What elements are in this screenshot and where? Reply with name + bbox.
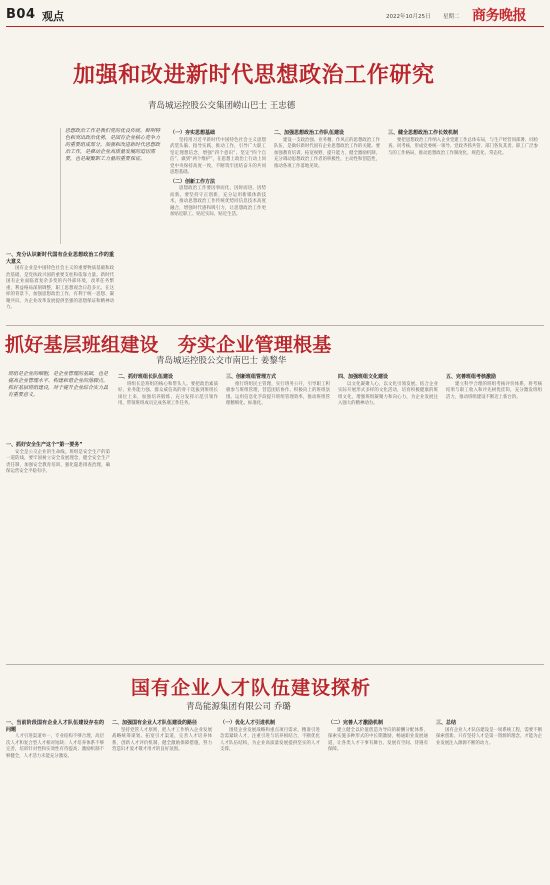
article-1-column-2 xyxy=(170,128,266,322)
article-1-subhead-4: 二、加强思想政治工作队伍建设 xyxy=(274,130,345,136)
article-3-paragraph-1: 人才引进渠道单一，专业结构不够合理，高层次人才和复合型人才相对短缺；人才培养体系不够完善，培训针对性和实效性有待提高；激励机制不够健全，人才活力未能充分激发。 xyxy=(6,734,104,759)
article-1-paragraph-5: 要把思想政治工作纳入企业党建工作总体布局，与生产经营同部署、同检查、同考核，形成党委统一领导、党政齐抓共管、部门各负其责、职工广泛参与的工作格局，推动思想政治工作制度化、规范化、常态化。 xyxy=(388,137,538,156)
article-2-paragraph-5: 建立科学合理的班组考核评价体系，将考核结果与职工收入和评先树优挂钩，充分激发班组活力，推动班组建设不断迈上新台阶。 xyxy=(446,381,542,400)
article-3-column-3 xyxy=(220,718,320,880)
article-2-paragraph-2: 班组长是班组的核心和带头人。要把政治素质好、业务能力强、群众威信高的骨干选拔到班组长岗位上来，加强培养锻炼，充分发挥示范引领作用，带领班组成员完成各项工作任务。 xyxy=(118,381,218,406)
issue-date: 2022年10月25日 xyxy=(386,14,431,20)
article-3-paragraph-4: 建立健全以价值创造为导向的薪酬分配体系，探索实施多种形式的中长期激励，畅通职业发展通道，让各类人才干事有舞台、发展有空间、待遇有保障。 xyxy=(328,727,428,752)
article-1-paragraph-4: 建设一支政治强、业务精、作风正的思想政治工作队伍，是做好新时代国有企业思想政治工作的关键。要加强教育培训，拓宽视野，提升能力，健全激励机制，充分调动思想政治工作者的积极性、主动性和创造性，推动各项工作落地见效。 xyxy=(274,137,380,169)
newspaper-logo: 商务晚报 xyxy=(472,8,526,24)
article-2-column-1 xyxy=(6,440,110,660)
article-1-column-1 xyxy=(6,250,114,322)
page-number: B04 xyxy=(6,7,36,22)
article-2-column-4 xyxy=(338,372,438,660)
article-3-subhead-3: （一）优化人才引进机制 xyxy=(220,720,276,726)
article-3-subhead-2: 二、加强国有企业人才队伍建设的路径 xyxy=(112,720,198,726)
article-3-title: 国有企业人才队伍建设探析 xyxy=(131,677,372,699)
section-divider xyxy=(6,325,544,326)
article-2-paragraph-3: 推行班组民主管理，实行班务公开，引导职工积极参与班组管理，营造团结协作、积极向上的班组氛围。运用信息化手段提升班组管理效率，推动班组管理精细化、标准化。 xyxy=(226,381,330,406)
article-2-column-3 xyxy=(226,372,330,660)
article-2-intro: 班组是企业的细胞，是企业管理的基础，也是提高企业管理水平、构建和谐企业的落脚点。抓好基层班组建设，对于提升企业综合实力具有重要意义。 xyxy=(8,371,108,398)
article-2-byline: 青岛城运控股公交市南巴士 姜黎华 xyxy=(156,356,287,366)
article-2-column-5 xyxy=(446,372,542,660)
article-1-title: 加强和改进新时代思想政治工作研究 xyxy=(73,62,435,88)
article-1-byline: 青岛城运控股公交集团崂山巴士 王忠德 xyxy=(148,101,296,111)
article-2-subhead-4: 四、加强班组文化建设 xyxy=(338,374,389,380)
article-3-column-2 xyxy=(112,718,212,880)
article-3-subhead-5: 三、总结 xyxy=(436,720,457,726)
article-1-paragraph-1: 国有企业是中国特色社会主义的重要物质基础和政治基础，是党执政兴国的重要支柱和依靠力量。新时代国有企业面临着复杂多变的内外部环境，改革任务繁重，利益格局深刻调整，职工思想观念日趋多元。在这样的背景下，加强思想政治工作，有利于统一思想、凝聚共识，为企业改革发展提供坚强的思想保证和精神动力。 xyxy=(6,266,114,310)
article-2-paragraph-1: 安全是公交企业的生命线。班组是安全生产的第一道防线，要牢固树立安全发展理念，健全安全生产责任制，加强安全教育培训，强化隐患排查治理，确保运营安全平稳有序。 xyxy=(6,449,110,474)
article-1-column-3 xyxy=(274,128,380,322)
article-1-column-4 xyxy=(388,128,538,322)
article-3-byline: 青岛能源集团有限公司 乔璐 xyxy=(186,702,291,712)
section-divider xyxy=(6,664,544,665)
article-1-subhead-3: （二）创新工作方法 xyxy=(170,178,216,185)
page-header xyxy=(6,4,544,27)
article-1-intro: 思想政治工作是我们党的优良传统、鲜明特色和突出政治优势，是国有企业核心竞争力的重要组成部分。加强和改进新时代思想政治工作，是推动企业高质量发展的迫切需要，也是凝聚职工力量的重要保证。 xyxy=(60,128,163,244)
article-1-subhead-1: 一、充分认识新时代国有企业思想政治工作的重大意义 xyxy=(6,252,114,265)
article-3-paragraph-3: 围绕企业发展战略和重点项目需求，精准引进急需紧缺人才，注重引进与培养相结合，不断优化人才队伍结构，为企业高质量发展提供坚实的人才支撑。 xyxy=(220,727,320,752)
article-3-column-4 xyxy=(328,718,428,880)
article-2-subhead-5: 五、完善班组考核激励 xyxy=(446,374,497,380)
article-2-subhead-2: 二、抓好班组长队伍建设 xyxy=(118,374,174,380)
article-2-paragraph-4: 以文化凝聚人心，以文化引领发展。结合企业实际开展形式多样的文化活动，培育积极健康的班组文化，增强班组凝聚力和向心力，为企业发展注入强大的精神动力。 xyxy=(338,381,438,406)
section-name: 观点 xyxy=(42,10,64,23)
article-3-paragraph-5: 国有企业人才队伍建设是一项系统工程，需要不断探索创新。只有坚持人才是第一资源的理念，才能为企业发展注入源源不断的动力。 xyxy=(436,727,542,746)
issue-weekday: 星期二 xyxy=(443,14,460,20)
article-3-column-5 xyxy=(436,718,542,880)
article-3-column-1 xyxy=(6,718,104,880)
article-3-subhead-4: （二）完善人才激励机制 xyxy=(328,720,384,726)
article-1-paragraph-2: 坚持用习近平新时代中国特色社会主义思想武装头脑、指导实践、推动工作，引导广大职工坚定理想信念，增强“四个意识”、坚定“四个自信”、做到“两个维护”，在思想上政治上行动上同党中央保持高度一致，不断筑牢团结奋斗的共同思想基础。 xyxy=(170,137,266,175)
article-1-subhead-2: （一）夯实思想基础 xyxy=(170,130,216,136)
article-3-subhead-1: 一、当前阶段国有企业人才队伍建设存在的问题 xyxy=(6,720,104,733)
article-1-paragraph-3: 思想政治工作要因事而化、因时而进、因势而新。要坚持守正创新，充分运用新媒体新技术，推动思想政治工作传统优势同信息技术高度融合，增强时代感和吸引力，让思想政治工作更加贴近职工、贴近实际、贴近生活。 xyxy=(170,186,266,217)
article-1-subhead-5: 三、健全思想政治工作长效机制 xyxy=(388,130,459,136)
article-3-paragraph-2: 坚持党管人才原则，把人才工作纳入企业发展战略统筹谋划。拓宽引才渠道，完善人才培养体系，创新人才评价机制，健全激励保障措施，努力营造识才爱才敬才用才的良好氛围。 xyxy=(112,727,212,752)
article-2-subhead-3: 三、创新班组管理方式 xyxy=(226,374,277,380)
article-2-column-2 xyxy=(118,372,218,660)
article-2-title: 抓好基层班组建设 夯实企业管理根基 xyxy=(5,334,332,356)
article-2-subhead-1: 一、抓好安全生产这个“第一要务” xyxy=(6,442,83,448)
